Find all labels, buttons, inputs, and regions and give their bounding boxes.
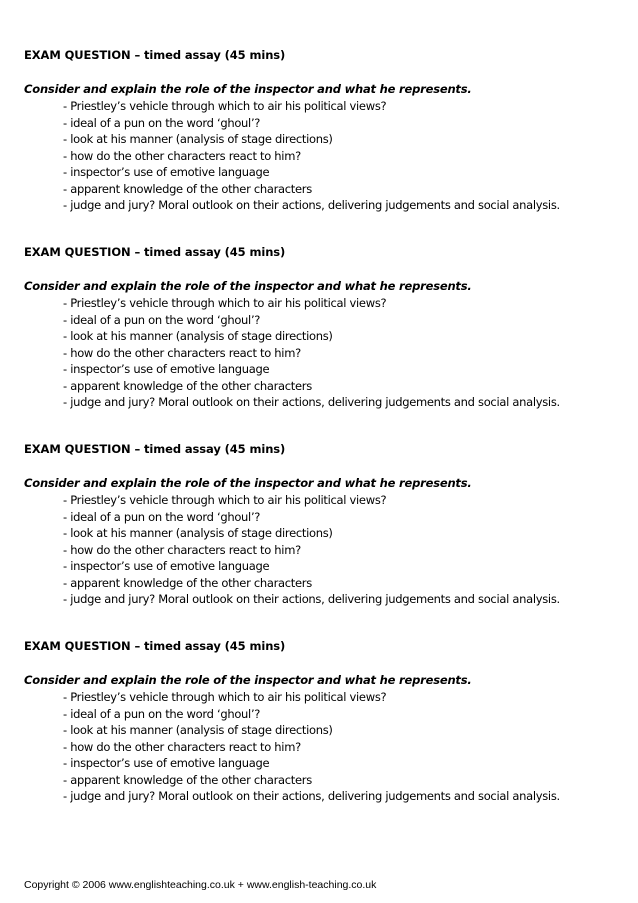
discussion-points-list — [24, 295, 624, 411]
discussion-point: - judge and jury? Moral outlook on their actions, delivering judgements and social analysis. — [63, 198, 560, 212]
discussion-point: - Priestley’s vehicle through which to air his political views? — [63, 296, 387, 310]
discussion-point: - look at his manner (analysis of stage directions) — [63, 526, 333, 540]
discussion-point: - Priestley’s vehicle through which to air his political views? — [63, 690, 387, 704]
discussion-points-list — [24, 492, 624, 608]
copyright-footer: Copyright © 2006 www.englishteaching.co.uk + www.english-teaching.co.uk — [24, 879, 377, 891]
discussion-points-list — [24, 98, 624, 214]
discussion-point: - apparent knowledge of the other characters — [63, 772, 312, 787]
exam-question-prompt: Consider and explain the role of the inspector and what he represents. — [24, 476, 472, 490]
exam-question-heading: EXAM QUESTION – timed assay (45 mins) — [24, 639, 286, 653]
discussion-point: - how do the other characters react to him? — [63, 739, 301, 754]
discussion-point: - inspector’s use of emotive language — [63, 362, 270, 376]
discussion-point: - ideal of a pun on the word ‘ghoul’? — [63, 115, 261, 130]
discussion-point: - inspector’s use of emotive language — [63, 559, 270, 573]
discussion-point: - judge and jury? Moral outlook on their actions, delivering judgements and social analysis. — [63, 395, 560, 409]
discussion-point: - apparent knowledge of the other characters — [63, 575, 312, 590]
discussion-point: - how do the other characters react to him? — [63, 542, 301, 557]
discussion-point: - Priestley’s vehicle through which to air his political views? — [63, 99, 387, 113]
exam-question-prompt: Consider and explain the role of the inspector and what he represents. — [24, 279, 472, 293]
discussion-point: - how do the other characters react to him? — [63, 148, 301, 163]
exam-question-heading: EXAM QUESTION – timed assay (45 mins) — [24, 48, 286, 62]
exam-question-heading: EXAM QUESTION – timed assay (45 mins) — [24, 245, 286, 259]
discussion-point: - apparent knowledge of the other characters — [63, 181, 312, 196]
discussion-point: - inspector’s use of emotive language — [63, 165, 270, 179]
exam-question-prompt: Consider and explain the role of the inspector and what he represents. — [24, 82, 472, 96]
discussion-point: - ideal of a pun on the word ‘ghoul’? — [63, 509, 261, 524]
discussion-point: - judge and jury? Moral outlook on their actions, delivering judgements and social analysis. — [63, 789, 560, 803]
discussion-point: - apparent knowledge of the other characters — [63, 378, 312, 393]
discussion-point: - judge and jury? Moral outlook on their actions, delivering judgements and social analysis. — [63, 592, 560, 606]
discussion-point: - ideal of a pun on the word ‘ghoul’? — [63, 706, 261, 721]
exam-question-block — [24, 48, 624, 214]
exam-question-block — [24, 245, 624, 411]
exam-question-prompt: Consider and explain the role of the inspector and what he represents. — [24, 673, 472, 687]
exam-question-block — [24, 639, 624, 805]
discussion-point: - look at his manner (analysis of stage directions) — [63, 329, 333, 343]
discussion-point: - ideal of a pun on the word ‘ghoul’? — [63, 312, 261, 327]
discussion-point: - Priestley’s vehicle through which to air his political views? — [63, 493, 387, 507]
discussion-point: - how do the other characters react to him? — [63, 345, 301, 360]
discussion-point: - look at his manner (analysis of stage directions) — [63, 723, 333, 737]
discussion-point: - inspector’s use of emotive language — [63, 756, 270, 770]
discussion-point: - look at his manner (analysis of stage directions) — [63, 132, 333, 146]
exam-question-block — [24, 442, 624, 608]
exam-question-heading: EXAM QUESTION – timed assay (45 mins) — [24, 442, 286, 456]
discussion-points-list — [24, 689, 624, 805]
